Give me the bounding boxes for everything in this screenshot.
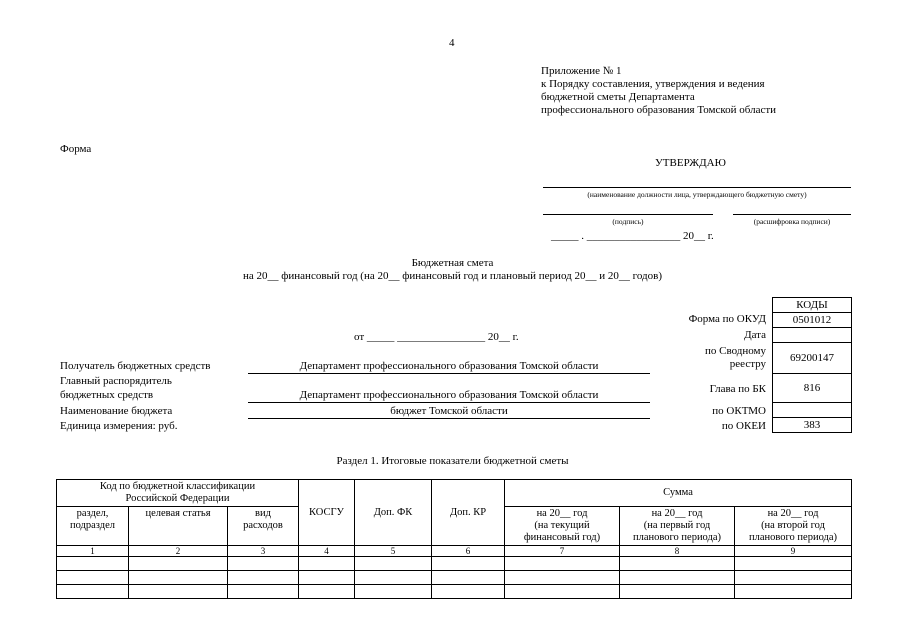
col-number: 5 (355, 546, 432, 557)
col-number: 8 (620, 546, 735, 557)
page-number: 4 (449, 37, 455, 49)
position-caption: (наименование должности лица, утверждающего бюджетную смету) (587, 190, 807, 199)
heading-date-line: от _____ ________________ 20__ г. (354, 331, 519, 343)
sum-col-1-line-2: (на текущий (534, 520, 590, 531)
appendix-line-3: бюджетной сметы Департамента (541, 91, 695, 103)
code-header-line-2: Российской Федерации (125, 493, 230, 504)
col-kosgu: КОСГУ (299, 480, 355, 546)
registry-label-2: реестру (729, 358, 766, 370)
table-row (57, 571, 852, 585)
oktmo-label: по ОКТМО (712, 405, 766, 417)
col-dopkr: Доп. КР (432, 480, 505, 546)
code-header-line-1: Код по бюджетной классификации (99, 481, 256, 492)
appendix-line-2: к Порядку составления, утверждения и ведения (541, 78, 765, 90)
col-razdel-line-2: подраздел (69, 520, 116, 531)
okei-label: по ОКЕИ (721, 420, 766, 432)
col-number: 6 (432, 546, 505, 557)
registry-label-1: по Сводному (704, 345, 766, 357)
recipient-label: Получатель бюджетных средств (60, 360, 211, 372)
codes-header: КОДЫ (773, 298, 852, 313)
sum-col-3-line-1: на 20__ год (767, 508, 819, 519)
sum-col-1-line-1: на 20__ год (536, 508, 588, 519)
date-value (773, 328, 852, 343)
signature-line (543, 214, 713, 215)
unit-label: Единица измерения: руб. (60, 420, 178, 432)
table-row (57, 585, 852, 599)
okud-label: Форма по ОКУД (688, 313, 766, 325)
sum-col-2-line-1: на 20__ год (651, 508, 703, 519)
decoding-line (733, 214, 851, 215)
col-number: 7 (505, 546, 620, 557)
col-razdel (57, 507, 129, 546)
document-subtitle: на 20__ финансовый год (на 20__ финансовый год и плановый период 20__ и 20__ годов) (243, 270, 662, 282)
col-vid (228, 507, 299, 546)
appendix-block (541, 65, 776, 117)
section-title: Раздел 1. Итоговые показатели бюджетной сметы (336, 455, 569, 467)
sum-col-2 (620, 507, 735, 546)
sum-header: Сумма (505, 480, 852, 507)
sum-col-2-line-2: (на первый год (643, 520, 711, 531)
column-numbers-row (57, 546, 852, 557)
okud-value: 0501012 (773, 313, 852, 328)
decoding-caption: (расшифровка подписи) (753, 217, 831, 226)
col-number: 1 (57, 546, 129, 557)
signature-caption: (подпись) (612, 217, 644, 226)
sum-col-3 (735, 507, 852, 546)
budget-value: бюджет Томской области (248, 405, 650, 419)
manager-value: Департамент профессионального образования Томской области (248, 389, 650, 403)
sum-col-3-line-2: (на второй год (761, 520, 825, 531)
sum-col-3-line-3: планового периода) (748, 532, 838, 543)
col-razdel-line-1: раздел, (76, 508, 109, 519)
approve-title: УТВЕРЖДАЮ (655, 157, 726, 169)
bk-value: 816 (773, 374, 852, 403)
budget-label: Наименование бюджета (60, 405, 173, 417)
col-number: 9 (735, 546, 852, 557)
position-line (543, 187, 851, 188)
col-target: целевая статья (129, 507, 228, 546)
table-row (57, 557, 852, 571)
appendix-line-1: Приложение № 1 (541, 65, 622, 77)
approve-date-line: _____ . _________________ 20__ г. (551, 230, 714, 242)
appendix-line-4: профессионального образования Томской области (541, 104, 777, 116)
document-title: Бюджетная смета (411, 257, 494, 269)
col-dopfk: Доп. ФК (355, 480, 432, 546)
manager-label-2: бюджетных средств (60, 389, 154, 401)
col-number: 4 (299, 546, 355, 557)
sum-col-1-line-3: финансовый год) (523, 532, 601, 543)
okei-value: 383 (773, 418, 852, 433)
col-number: 2 (129, 546, 228, 557)
recipient-value: Департамент профессионального образования Томской области (248, 360, 650, 374)
code-header (57, 480, 299, 507)
manager-label-1: Главный распорядитель (60, 375, 172, 387)
oktmo-value (773, 403, 852, 418)
summary-table (56, 479, 852, 599)
col-vid-line-1: вид (255, 508, 271, 519)
codes-table (772, 297, 852, 433)
col-vid-line-2: расходов (243, 520, 283, 531)
registry-value: 69200147 (773, 343, 852, 374)
sum-col-2-line-3: планового периода) (632, 532, 722, 543)
bk-label: Глава по БК (709, 383, 766, 395)
col-number: 3 (228, 546, 299, 557)
form-label: Форма (60, 143, 92, 155)
sum-col-1 (505, 507, 620, 546)
date-label: Дата (744, 329, 766, 341)
